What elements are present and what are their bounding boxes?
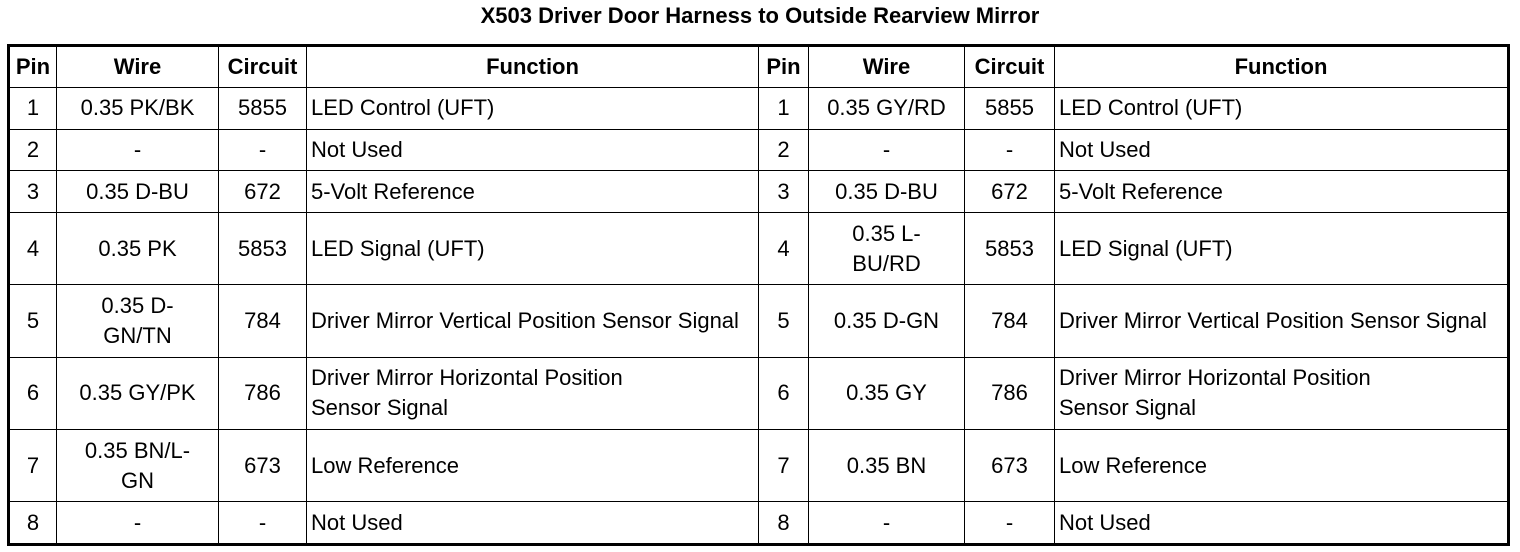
wire-cell: - xyxy=(57,129,219,171)
circuit-cell: 784 xyxy=(965,285,1055,357)
function-cell: Not Used xyxy=(1055,129,1509,171)
function-cell: 5-Volt Reference xyxy=(1055,171,1509,213)
circuit-cell: - xyxy=(965,502,1055,545)
header-wire: Wire xyxy=(57,46,219,88)
pinout-table xyxy=(7,44,1510,546)
circuit-cell: 5855 xyxy=(965,88,1055,130)
function-cell: Low Reference xyxy=(1055,429,1509,501)
wire-cell: 0.35 BN xyxy=(809,429,965,501)
table-row xyxy=(9,502,1509,545)
pin-cell: 7 xyxy=(759,429,809,501)
function-cell: Low Reference xyxy=(307,429,759,501)
wire-cell: - xyxy=(809,129,965,171)
wire-cell: 0.35 D-GN/TN xyxy=(57,285,219,357)
circuit-cell: 784 xyxy=(219,285,307,357)
function-cell: Driver Mirror Vertical Position Sensor Signal xyxy=(307,285,759,357)
circuit-cell: 5853 xyxy=(219,213,307,285)
pin-cell: 8 xyxy=(759,502,809,545)
function-cell: LED Control (UFT) xyxy=(307,88,759,130)
page-title: X503 Driver Door Harness to Outside Rearview Mirror xyxy=(480,3,1040,28)
table-row xyxy=(9,88,1509,130)
circuit-cell: 672 xyxy=(965,171,1055,213)
function-cell: Not Used xyxy=(1055,502,1509,545)
pin-cell: 1 xyxy=(759,88,809,130)
table-row xyxy=(9,285,1509,357)
header-wire: Wire xyxy=(809,46,965,88)
pin-cell: 6 xyxy=(9,357,57,429)
circuit-cell: - xyxy=(219,502,307,545)
header-function: Function xyxy=(1055,46,1509,88)
pin-cell: 1 xyxy=(9,88,57,130)
header-pin: Pin xyxy=(9,46,57,88)
wire-cell: 0.35 D-BU xyxy=(57,171,219,213)
wire-cell: 0.35 GY/PK xyxy=(57,357,219,429)
function-cell: Not Used xyxy=(307,502,759,545)
circuit-cell: - xyxy=(219,129,307,171)
circuit-cell: 673 xyxy=(965,429,1055,501)
pin-cell: 3 xyxy=(9,171,57,213)
wire-cell: 0.35 PK xyxy=(57,213,219,285)
header-circuit: Circuit xyxy=(219,46,307,88)
pin-cell: 2 xyxy=(9,129,57,171)
function-cell: LED Signal (UFT) xyxy=(307,213,759,285)
circuit-cell: 672 xyxy=(219,171,307,213)
function-cell: 5-Volt Reference xyxy=(307,171,759,213)
pin-cell: 2 xyxy=(759,129,809,171)
wire-cell: - xyxy=(57,502,219,545)
function-cell: Driver Mirror Horizontal Position Sensor Signal xyxy=(307,357,759,429)
header-function: Function xyxy=(307,46,759,88)
wire-cell: 0.35 PK/BK xyxy=(57,88,219,130)
pin-cell: 3 xyxy=(759,171,809,213)
wire-cell: 0.35 BN/L-GN xyxy=(57,429,219,501)
table-row xyxy=(9,213,1509,285)
table-row xyxy=(9,429,1509,501)
pin-cell: 5 xyxy=(9,285,57,357)
function-cell: Driver Mirror Horizontal Position Sensor Signal xyxy=(1055,357,1509,429)
pin-cell: 8 xyxy=(9,502,57,545)
wire-cell: - xyxy=(809,502,965,545)
header-row xyxy=(9,46,1509,88)
pin-cell: 7 xyxy=(9,429,57,501)
circuit-cell: 786 xyxy=(965,357,1055,429)
table-row xyxy=(9,129,1509,171)
header-pin: Pin xyxy=(759,46,809,88)
circuit-cell: 5853 xyxy=(965,213,1055,285)
function-cell: LED Control (UFT) xyxy=(1055,88,1509,130)
function-cell: Driver Mirror Vertical Position Sensor Signal xyxy=(1055,285,1509,357)
wire-cell: 0.35 D-BU xyxy=(809,171,965,213)
pin-cell: 4 xyxy=(9,213,57,285)
pin-cell: 5 xyxy=(759,285,809,357)
circuit-cell: 5855 xyxy=(219,88,307,130)
header-circuit: Circuit xyxy=(965,46,1055,88)
wire-cell: 0.35 GY/RD xyxy=(809,88,965,130)
pin-cell: 4 xyxy=(759,213,809,285)
circuit-cell: 673 xyxy=(219,429,307,501)
circuit-cell: 786 xyxy=(219,357,307,429)
function-cell: Not Used xyxy=(307,129,759,171)
pin-cell: 6 xyxy=(759,357,809,429)
wire-cell: 0.35 L-BU/RD xyxy=(809,213,965,285)
wire-cell: 0.35 GY xyxy=(809,357,965,429)
table-row xyxy=(9,357,1509,429)
wire-cell: 0.35 D-GN xyxy=(809,285,965,357)
table-row xyxy=(9,171,1509,213)
circuit-cell: - xyxy=(965,129,1055,171)
function-cell: LED Signal (UFT) xyxy=(1055,213,1509,285)
